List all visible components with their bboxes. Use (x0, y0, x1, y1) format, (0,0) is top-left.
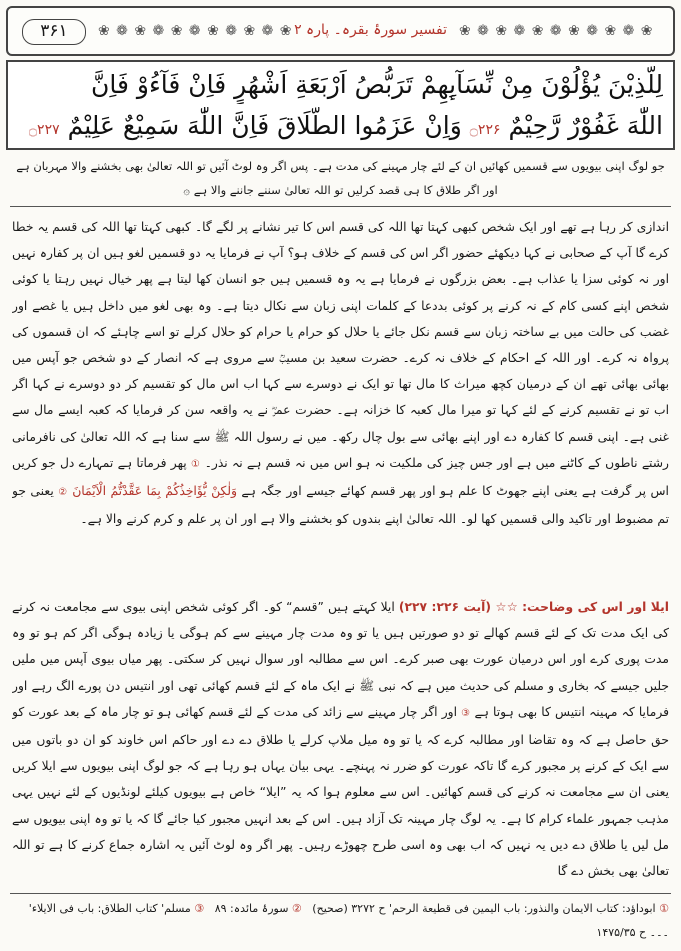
footnote-number-1: ① (659, 902, 669, 915)
header-ornament-right: ❀ ❁ ❀ ❁ ❀ ❁ ❀ ❁ ❀ ❁ ❀ (459, 23, 654, 39)
quran-quote: وَلٰكِنْ يُّؤَاخِذُكُمْ بِمَا عَقَّدْتُّمُ الْاَيْمَانَ (72, 484, 237, 499)
footnote-ref-2: ② (58, 487, 68, 499)
footnote-1: ابوداؤد: کتاب الایمان والنذور: باب الیمین فی قطیعة الرحم' ح ۳۲۷۲ (صحیح) (312, 902, 656, 915)
verse-translation: جو لوگ اپنی بیویوں سے قسمیں کھائیں ان کے لئے چار مہینے کی مدت ہے۔ پس اگر وہ لوٹ آئیں تو اللہ تعالیٰ بھی بخشنے والا مہربان ہے اور اگر طلاق کا ہی قصد کرلیں تو اللہ تعالیٰ سننے جاننے والا ہے ۞ (16, 159, 665, 197)
footnote-3: مسلم' کتاب الطلاق: باب فی الایلاء' ۔۔۔ ح ۱۴۷۵/۳۵ (28, 902, 669, 939)
verse-line-2-part-a: اللّٰهَ غَفُوْرٌ رَّحِيْمٌ (508, 111, 663, 140)
body-text: اور اگر چار مہینے سے زائد کی مدت کے لئے قسم کھائی ہو تو چار ماہ کے بعد عورت کو حق حاصل ہے کہ وہ تقاضا اور مطالبہ کرے کہ یا تو وہ میل ملاپ کرلے یا طلاق دے دے اور حاکم اس خاوند کو ان دو باتوں میں سے ایک کے کرنے پر مجبور کرے گا تاکہ عورت کو ضرر نہ پہنچے۔ یہی بیان یہاں ہو رہا ہے کہ جو لوگ اپنی بیویوں سے ایلا کریں یعنی ان سے مجامعت نہ کرنے کی قسم کھائیں۔ اس سے معلوم ہوا کہ یہ ”ایلا“ خاص ہے بیویوں کیلئے لونڈیوں کے لئے نہیں یہی مذہب جمہور علماء کرام کا ہے۔ یہ لوگ چار مہینہ تک آزاد ہیں۔ اس کے بعد انہیں مجبور کیا جائے گا کہ یا تو وہ اپنی بیویوں سے مل لیں یا طلاق دے دیں یہ نہیں کہ اب بھی وہ اسی طرح چھوڑے رہیں۔ پھر اگر وہ لوٹ آئیں یہ اشارہ جماع کرنے کا ہے تو اللہ تعالیٰ بھی بخش دے گا (12, 704, 669, 879)
verse-line-1: لِلَّذِيْنَ يُؤْلُوْنَ مِنْ نِّسَآىِٕهِمْ تَرَبُّصُ اَرْبَعَةِ اَشْهُرٍ فَاِنْ فَآءُوْ فَاِنَّ (91, 70, 663, 99)
page-header (6, 6, 675, 56)
section-heading-ref: ☆☆ (آیت ۲۲۶: ۲۲۷) (398, 600, 518, 614)
divider (10, 206, 671, 207)
body-paragraph-1 (12, 214, 669, 594)
header-ornament-left: ❀ ❁ ❀ ❁ ❀ ❁ ❀ ❁ ❀ ❁ ❀ (98, 23, 293, 39)
running-title: تفسیر سورۂ بقرہ۔ پارہ ۲ (294, 22, 447, 38)
ayah-marker-227: ۝۲۲۷ (28, 122, 60, 138)
footnotes (12, 897, 669, 947)
section-heading: ایلا اور اس کی وضاحت: (522, 600, 669, 614)
verse-line-2-part-b: وَاِنْ عَزَمُوا الطَّلَاقَ فَاِنَّ اللّٰهَ سَمِيْعٌ عَلِيْمٌ (67, 111, 462, 140)
body-text: پھر فرماتا ہے تمہارے دل جو کریں اس پر گرفت ہے یعنی اپنے جھوٹ کا علم ہو اور پھر قسم کھائے جیسے اور جگہ ہے (12, 455, 669, 499)
footnote-divider (10, 893, 671, 894)
ayah-marker-226: ۝۲۲۶ (469, 122, 501, 138)
footnote-number-3: ③ (194, 902, 205, 915)
footnote-ref-3: ③ (461, 707, 471, 719)
body-paragraph-2 (12, 594, 669, 890)
footnote-ref-1: ① (191, 458, 201, 470)
footnote-2: سورۂ مائدہ: ۸۹ (214, 902, 289, 915)
body-text: ایلا کہتے ہیں ”قسم“ کو۔ اگر کوئی شخص اپنی بیوی سے مجامعت نہ کرنے کی ایک مدت تک کے لئے قسم کھالے تو دو صورتیں ہیں یا تو وہ مدت چار مہینے سے کم ہوگی یا زیادہ ہوگی اگر کم ہو تو وہ مدت پوری کرے اور اس درمیان عورت بھی صبر کرے۔ اس سے مطالبہ اور سوال نہیں کر سکتی۔ پھر میاں بیوی آپس میں ملیں جلیں جیسے کہ بخاری و مسلم کی حدیث میں ہے کہ نبی ﷺ نے ایک ماہ کے لئے قسم کھائی تھی اور انتیس دن پورے الگ رہے اور فرمایا کہ مہینہ انتیس کا بھی ہوتا ہے (12, 600, 669, 719)
body-text: یعنی جو تم مضبوط اور تاکید والی قسمیں کھا لو۔ اللہ تعالیٰ اپنے بندوں کو بخشنے والا ہے اور ان پر علم و کرم کرنے والا ہے۔ (12, 484, 669, 527)
verse-line-2 (18, 107, 663, 149)
body-text: اندازی کر رہا ہے تھے اور ایک شخص کبھی کہتا تھا اللہ کی قسم اس کا تیر نشانے پر لگے گا۔ کبھی کہتا تھا اللہ کی قسم یہ خطا کرے گا آپ کے صحابی نے کہا دیکھئے حضور اگر اس کی قسم کے خلاف ہو؟ آپ نے فرمایا یہ دو قسمیں لغو ہیں ان پر کفارہ نہیں اور نہ کوئی سزا یا عذاب ہے۔ بعض بزرگوں نے فرمایا ہے یہ وہ قسمیں ہیں جو انسان کھا لیتا ہے پھر خیال نہیں رہتا یا کوئی شخص اپنے کسی کام کے نہ کرنے پر کوئی بددعا کے کلمات اپنی زبان سے نکال دیتا ہے۔ وہ بھی لغو میں داخل ہیں یا غصے اور غضب کی حالت میں بے ساختہ زبان سے قسم نکل جائے یا حلال کو حرام یا حرام کو حلال کرلے تو اسے چاہئے کہ ان قسموں کی پرواہ نہ کرے۔ اور اللہ کے احکام کے خلاف نہ کرے۔ حضرت سعید بن مسیبؒ سے مروی ہے کہ انصار کے دو شخص جو آپس میں بھائی بھائی تھے ان کے درمیان کچھ میراث کا مال تھا تو ایک نے دوسرے سے کہا اب اس مال کو تقسیم کر دو دوسرے نے کہا اگر اب تو نے تقسیم کرنے کے لئے کہا تو میرا مال کعبہ کا خزانہ ہے۔ حضرت عمرؓ نے یہ واقعہ سن کر فرمایا کہ کعبہ ایسے مال سے غنی ہے۔ اپنی قسم کا کفارہ دے اور اپنے بھائی سے بول چال رکھ۔ میں نے رسول اللہ ﷺ سے سنا ہے کہ اللہ تعالیٰ کی نافرمانی رشتے ناطوں کے کاٹنے میں ہے اور جس چیز کی ملکیت نہ ہو اس میں نہ قسم ہے نہ نذر۔ (12, 220, 669, 470)
page-number: ۳۶۱ (22, 19, 86, 45)
footnote-number-2: ② (291, 902, 302, 915)
quran-verse-box (6, 60, 675, 150)
